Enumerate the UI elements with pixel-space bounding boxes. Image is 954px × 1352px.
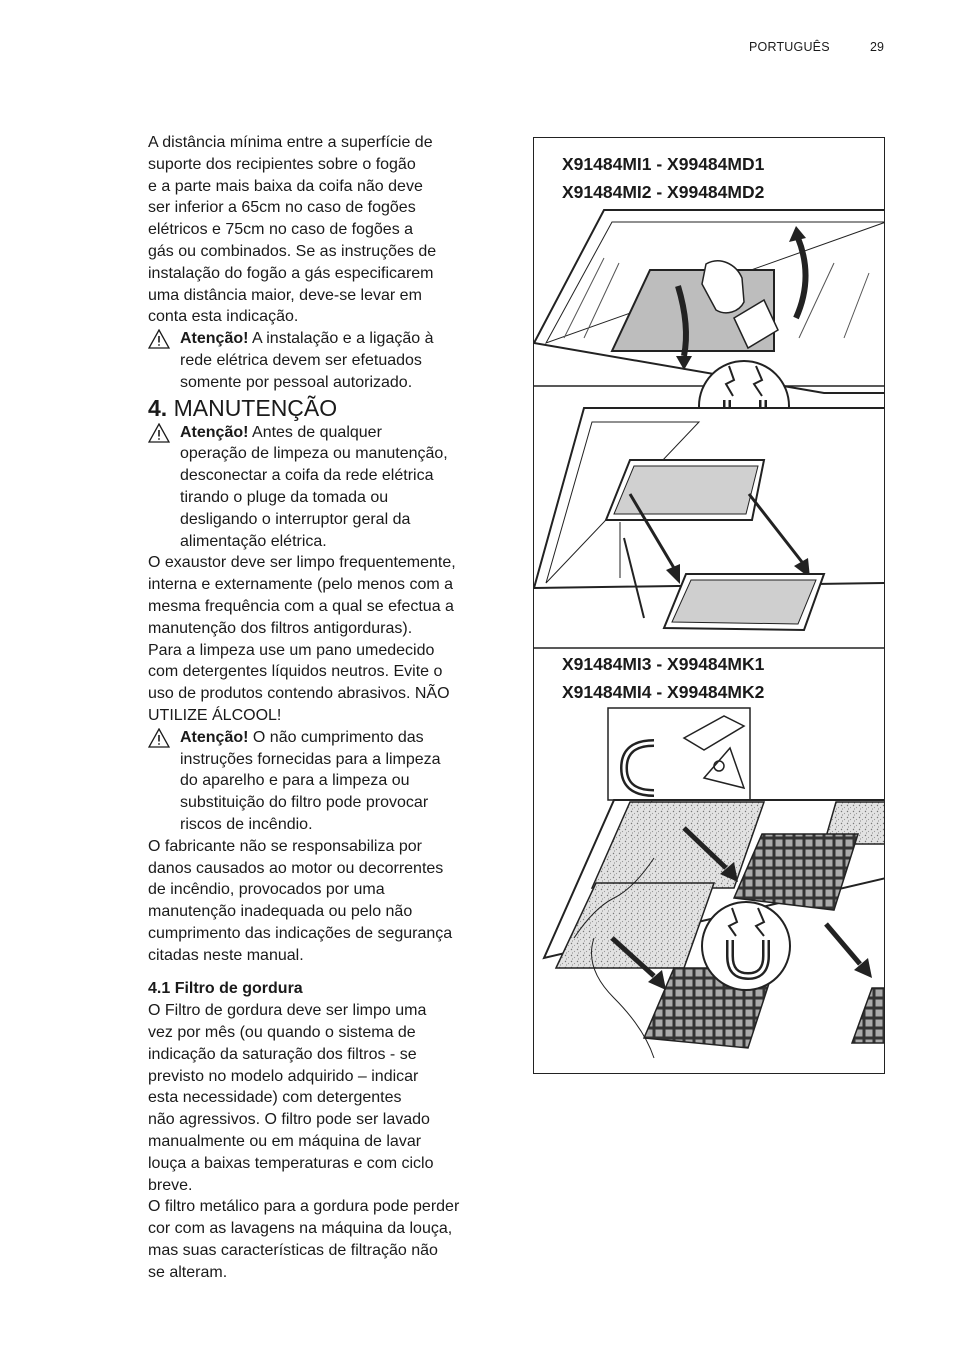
text-line: conta esta indicação. [148,308,299,326]
model-list-top [562,150,764,206]
text-line: breve. [148,1176,193,1194]
text-line: indicação da saturação dos filtros - se [148,1045,417,1063]
warning-triangle-icon [148,329,170,349]
warning-label: Atenção! [180,728,249,746]
filter-removal-figure [533,137,885,1074]
warning-disconnect [148,422,510,553]
text-line: UTILIZE ÁLCOOL! [148,706,282,724]
text-line: mesma frequência com a qual se efectua a [148,597,454,615]
section-heading [148,394,510,422]
liability-paragraph [148,836,510,967]
model-code: X91484MI4 - X99484MK2 [562,682,765,702]
model-code: X91484MI2 - X99484MD2 [562,182,765,202]
text-line: não agressivos. O filtro pode ser lavado [148,1111,430,1129]
text-line: do aparelho e para a limpeza ou [180,772,410,790]
text-line: O fabricante não se responsabiliza por [148,837,422,855]
figure-illustration [534,138,885,1074]
text-line: O não cumprimento das [248,728,424,746]
text-line: manualmente ou em máquina de lavar [148,1133,422,1151]
text-line: O filtro metálico para a gordura pode perder [148,1198,460,1216]
text-line: tirando o pluge da tomada ou [180,488,389,506]
text-line: alimentação elétrica. [180,532,327,550]
text-line: manutenção dos filtros antigorduras). [148,619,413,637]
text-line: A instalação e a ligação à [248,330,434,348]
text-line: esta necessidade) com detergentes [148,1089,402,1107]
text-line: instalação do fogão a gás especificarem [148,264,434,282]
text-line: suporte dos recipientes sobre o fogão [148,155,416,173]
model-list-bottom [562,650,764,706]
text-line: ser inferior a 65cm no caso de fogões [148,199,416,217]
text-line: instruções fornecidas para a limpeza [180,750,441,768]
text-line: uma distância maior, deve-se levar em [148,286,422,304]
text-line: operação de limpeza ou manutenção, [180,445,448,463]
text-line: manutenção inadequada ou pelo não [148,903,413,921]
section-number: 4. [148,394,168,421]
subsection-title: 4.1 Filtro de gordura [148,980,303,998]
model-code: X91484MI1 - X99484MD1 [562,154,765,174]
text-line: rede elétrica devem ser efetuados [180,351,422,369]
text-line: de incêndio, provocados por uma [148,881,385,899]
text-line: vez por mês (ou quando o sistema de [148,1024,416,1042]
text-line: O Filtro de gordura deve ser limpo uma [148,1002,427,1020]
cleaning-paragraph [148,552,510,726]
model-code: X91484MI3 - X99484MK1 [562,654,765,674]
text-line: com detergentes líquidos neutros. Evite o [148,663,443,681]
text-line: previsto no modelo adquirido – indicar [148,1067,419,1085]
filter-removal-illustration [534,408,885,648]
text-line: louça a baixas temperaturas e com ciclo [148,1154,434,1172]
warning-installation [148,328,510,393]
text-line: Para a limpeza use um pano umedecido [148,641,435,659]
text-line: Antes de qualquer [248,423,382,441]
text-line: cumprimento das indicações de segurança [148,924,453,942]
text-line: gás ou combinados. Se as instruções de [148,242,437,260]
header-language: PORTUGUÊS [749,40,830,54]
text-line: somente por pessoal autorizado. [180,373,413,391]
text-line: O exaustor deve ser limpo frequentemente, [148,554,456,572]
magnet-detail-icon [702,902,790,990]
text-line: desconectar a coifa da rede elétrica [180,467,434,485]
warning-fire-risk [148,727,510,836]
text-line: e a parte mais baixa da coifa não deve [148,177,423,195]
text-line: desligando o interruptor geral da [180,510,411,528]
page-number: 29 [870,40,884,54]
text-column [148,132,510,1284]
text-line: substituição do filtro pode provocar [180,794,429,812]
text-line: riscos de incêndio. [180,815,313,833]
text-line: citadas neste manual. [148,946,304,964]
text-line: mas suas características de filtração não [148,1242,438,1260]
section-title: MANUTENÇÃO [167,394,338,421]
text-line: interna e externamente (pelo menos com a [148,576,454,594]
intro-paragraph [148,132,510,328]
text-line: danos causados ao motor ou decorrentes [148,859,444,877]
hood-panel-illustration [534,210,885,393]
text-line: uso de produtos contendo abrasivos. NÃO [148,685,450,703]
text-line: elétricos e 75cm no caso de fogões a [148,221,414,239]
text-line: A distância mínima entre a superfície de [148,134,433,151]
warning-triangle-icon [148,728,170,748]
grease-filter-paragraph [148,1000,510,1283]
text-line: se alteram. [148,1263,228,1281]
warning-label: Atenção! [180,330,249,348]
text-line: cor com as lavagens na máquina da louça, [148,1220,453,1238]
warning-label: Atenção! [180,423,249,441]
warning-triangle-icon [148,423,170,443]
